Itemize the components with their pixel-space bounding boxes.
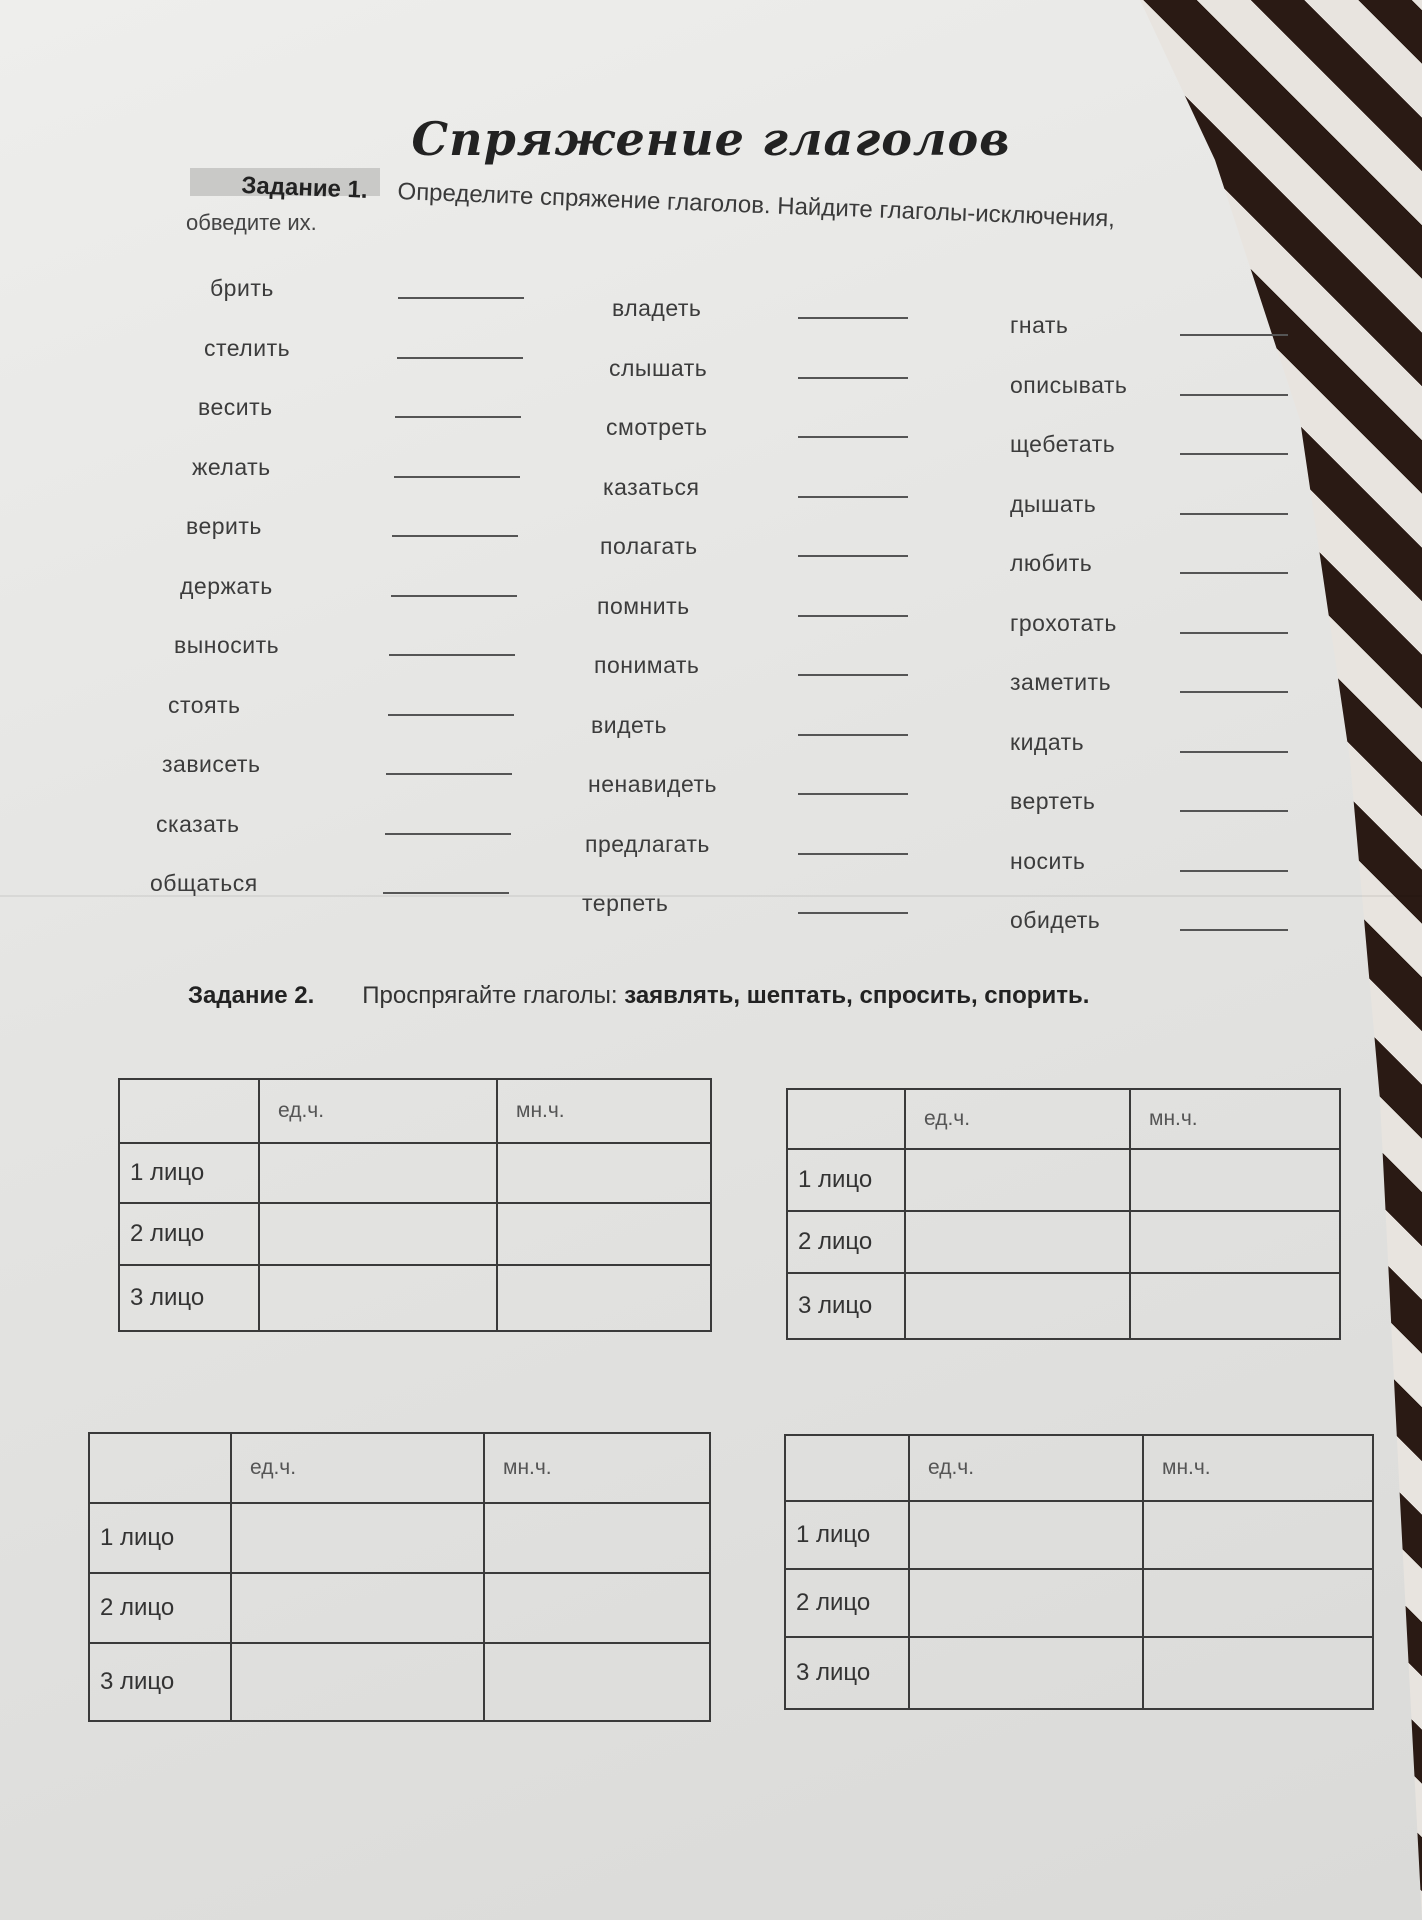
plural-answer-cell[interactable] (484, 1573, 710, 1643)
verb-col3-11: обидеть (1010, 907, 1101, 933)
answer-line[interactable] (798, 317, 908, 319)
row-label-person-1: 1 лицо (787, 1149, 905, 1211)
header-empty-cell (119, 1079, 259, 1143)
singular-answer-cell[interactable] (259, 1143, 497, 1203)
singular-answer-cell[interactable] (259, 1265, 497, 1331)
header-plural: мн.ч. (1130, 1089, 1340, 1149)
answer-line[interactable] (798, 555, 908, 557)
plural-answer-cell[interactable] (1130, 1211, 1340, 1273)
header-singular: ед.ч. (905, 1089, 1130, 1149)
verb-col1-7: выносить (174, 632, 280, 658)
answer-line[interactable] (1180, 810, 1288, 812)
header-plural: мн.ч. (497, 1079, 711, 1143)
header-singular: ед.ч. (231, 1433, 484, 1503)
verb-col3-7: заметить (1010, 669, 1112, 695)
answer-line[interactable] (1180, 929, 1288, 931)
row-label-person-2: 2 лицо (89, 1573, 231, 1643)
answer-line[interactable] (798, 674, 908, 676)
answer-line[interactable] (391, 595, 517, 597)
plural-answer-cell[interactable] (1143, 1501, 1373, 1569)
answer-line[interactable] (383, 892, 509, 894)
singular-answer-cell[interactable] (909, 1637, 1143, 1709)
verb-col2-9: ненавидеть (588, 771, 718, 797)
task1-label: Задание 1. (240, 171, 369, 204)
row-label-person-1: 1 лицо (119, 1143, 259, 1203)
verb-col3-6: грохотать (1010, 609, 1117, 636)
plural-answer-cell[interactable] (497, 1143, 711, 1203)
answer-line[interactable] (1180, 632, 1288, 634)
conjugation-table-4 (784, 1434, 1374, 1710)
verb-col2-11: терпеть (582, 890, 669, 916)
answer-line[interactable] (1180, 870, 1288, 872)
header-plural: мн.ч. (1143, 1435, 1373, 1501)
answer-line[interactable] (798, 496, 908, 498)
answer-line[interactable] (1180, 453, 1288, 455)
answer-line[interactable] (388, 714, 514, 716)
answer-line[interactable] (397, 357, 523, 359)
verb-col3-3: щебетать (1010, 431, 1116, 457)
verb-col2-7: понимать (594, 652, 700, 678)
worksheet-title: Спряжение глаголов (411, 112, 1011, 166)
verb-col3-4: дышать (1010, 490, 1097, 517)
verb-col2-10: предлагать (585, 830, 710, 857)
verb-col3-8: кидать (1010, 728, 1085, 755)
singular-answer-cell[interactable] (231, 1573, 484, 1643)
verb-col3-5: любить (1010, 550, 1093, 576)
task2-label: Задание 2. (188, 982, 315, 1009)
singular-answer-cell[interactable] (909, 1569, 1143, 1637)
plural-answer-cell[interactable] (1143, 1637, 1373, 1709)
answer-line[interactable] (389, 654, 515, 656)
answer-line[interactable] (1180, 334, 1288, 336)
row-label-person-3: 3 лицо (787, 1273, 905, 1339)
verb-col2-1: владеть (612, 295, 702, 321)
answer-line[interactable] (385, 833, 511, 835)
plural-answer-cell[interactable] (1130, 1273, 1340, 1339)
verb-col1-3: весить (198, 394, 273, 420)
header-empty-cell (89, 1433, 231, 1503)
singular-answer-cell[interactable] (231, 1503, 484, 1573)
conjugation-table-1 (118, 1078, 712, 1332)
answer-line[interactable] (392, 535, 518, 537)
row-label-person-3: 3 лицо (89, 1643, 231, 1721)
verb-col1-1: брить (210, 275, 274, 301)
verb-col2-3: смотреть (606, 414, 708, 440)
answer-line[interactable] (386, 773, 512, 775)
header-singular: ед.ч. (259, 1079, 497, 1143)
task1-text: Определите спряжение глаголов. Найдите глаголы-исключения, (397, 177, 1116, 233)
header-plural: мн.ч. (484, 1433, 710, 1503)
row-label-person-2: 2 лицо (787, 1211, 905, 1273)
verb-col1-5: верить (186, 513, 262, 539)
answer-line[interactable] (398, 297, 524, 299)
verb-col1-10: сказать (156, 810, 240, 837)
verb-col2-6: помнить (597, 592, 690, 619)
row-label-person-1: 1 лицо (785, 1501, 909, 1569)
plural-answer-cell[interactable] (497, 1203, 711, 1265)
singular-answer-cell[interactable] (259, 1203, 497, 1265)
verb-col1-8: стоять (168, 691, 241, 718)
verb-col3-10: носить (1010, 847, 1086, 874)
header-empty-cell (785, 1435, 909, 1501)
task2-text: Проспрягайте глаголы: (362, 982, 618, 1009)
task1-continuation: обведите их. (186, 210, 317, 235)
verb-col1-6: держать (180, 572, 273, 599)
row-label-person-2: 2 лицо (119, 1203, 259, 1265)
verb-col1-9: зависеть (162, 751, 261, 777)
answer-line[interactable] (798, 853, 908, 855)
plural-answer-cell[interactable] (1130, 1149, 1340, 1211)
task2-verbs: заявлять, шептать, спросить, спорить. (624, 982, 1090, 1009)
answer-line[interactable] (798, 615, 908, 617)
answer-line[interactable] (1180, 751, 1288, 753)
answer-line[interactable] (1180, 394, 1288, 396)
singular-answer-cell[interactable] (909, 1501, 1143, 1569)
answer-line[interactable] (798, 377, 908, 379)
verb-col1-2: стелить (204, 334, 291, 361)
verb-col1-4: желать (192, 453, 271, 480)
answer-line[interactable] (1180, 572, 1288, 574)
task2-instruction (188, 982, 1089, 1010)
verb-col2-8: видеть (591, 711, 668, 738)
answer-line[interactable] (798, 912, 908, 914)
answer-line[interactable] (1180, 513, 1288, 515)
row-label-person-3: 3 лицо (785, 1637, 909, 1709)
singular-answer-cell[interactable] (905, 1273, 1130, 1339)
answer-line[interactable] (395, 416, 521, 418)
header-empty-cell (787, 1089, 905, 1149)
verb-col1-11: общаться (150, 870, 258, 896)
plural-answer-cell[interactable] (484, 1503, 710, 1573)
answer-line[interactable] (798, 793, 908, 795)
row-label-person-1: 1 лицо (89, 1503, 231, 1573)
answer-line[interactable] (798, 436, 908, 438)
singular-answer-cell[interactable] (231, 1643, 484, 1721)
verb-col2-5: полагать (600, 533, 698, 559)
verb-col3-9: вертеть (1010, 788, 1096, 814)
answer-line[interactable] (798, 734, 908, 736)
plural-answer-cell[interactable] (1143, 1569, 1373, 1637)
conjugation-table-3 (88, 1432, 711, 1722)
answer-line[interactable] (1180, 691, 1288, 693)
verb-col2-2: слышать (609, 354, 708, 381)
header-singular: ед.ч. (909, 1435, 1143, 1501)
row-label-person-3: 3 лицо (119, 1265, 259, 1331)
plural-answer-cell[interactable] (484, 1643, 710, 1721)
singular-answer-cell[interactable] (905, 1149, 1130, 1211)
plural-answer-cell[interactable] (497, 1265, 711, 1331)
row-label-person-2: 2 лицо (785, 1569, 909, 1637)
verb-col2-4: казаться (603, 473, 700, 500)
verb-col3-2: описывать (1010, 371, 1128, 398)
conjugation-table-2 (786, 1088, 1341, 1340)
verb-col3-1: гнать (1010, 312, 1069, 338)
singular-answer-cell[interactable] (905, 1211, 1130, 1273)
answer-line[interactable] (394, 476, 520, 478)
